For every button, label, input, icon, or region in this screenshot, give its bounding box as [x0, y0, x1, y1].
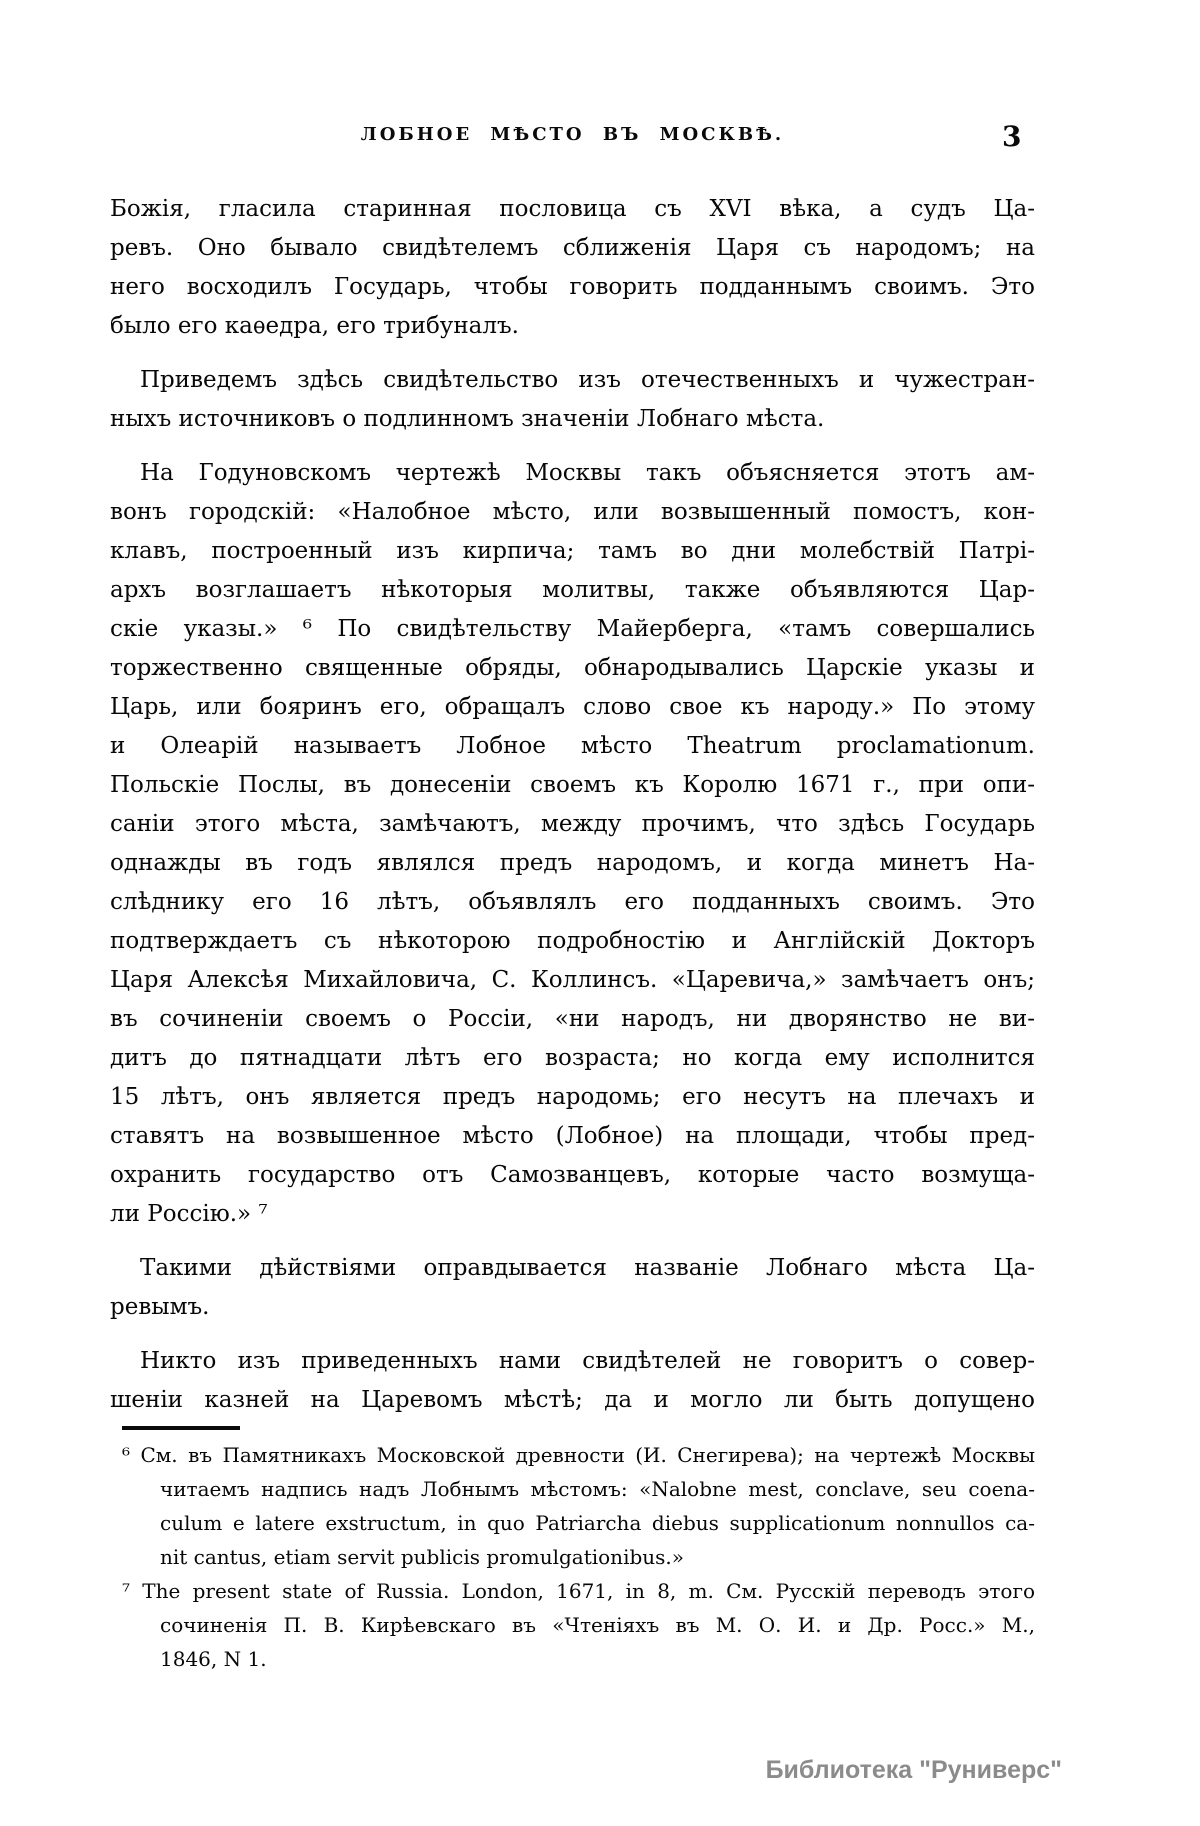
- footnote: [122, 1574, 1035, 1676]
- text-line: подтверждаетъ съ нѣкоторою подробностію и Англійскій Докторъ: [110, 928, 1035, 954]
- paragraph: [110, 1249, 1035, 1327]
- text-line: Польскіе Послы, въ донесеніи своемъ къ Королю 1671 г., при опи-: [110, 772, 1035, 798]
- watermark: Библиотека "Руниверс": [765, 1756, 1062, 1784]
- text-line: саніи этого мѣста, замѣчаютъ, между прочимъ, что здѣсь Государь: [110, 811, 1035, 837]
- text-line: ли Россію.» ⁷: [110, 1201, 268, 1227]
- text-line: скіе указы.» ⁶ По свидѣтельству Майерберга, «тамъ совершались: [110, 616, 1035, 642]
- text-line: ревъ. Оно бывало свидѣтелемъ сближенія Царя съ народомъ; на: [110, 235, 1035, 261]
- text-line: шеніи казней на Царевомъ мѣстѣ; да и могло ли быть допущено: [110, 1387, 1035, 1413]
- footnote-separator: [122, 1426, 240, 1430]
- page-number: 3: [1002, 120, 1022, 153]
- text-line: однажды въ годъ являлся предъ народомъ, и когда минетъ На-: [110, 850, 1035, 876]
- text-line: вонъ городскій: «Налобное мѣсто, или возвышенный помостъ, кон-: [110, 499, 1035, 525]
- text-line: было его каѳедра, его трибуналъ.: [110, 313, 519, 339]
- footnote-line: ⁶ См. въ Памятникахъ Московской древности (И. Снегирева); на чертежѣ Москвы: [122, 1443, 1035, 1467]
- text-line: архъ возглашаетъ нѣкоторыя молитвы, также объявляются Цар-: [110, 577, 1035, 603]
- text-line: Божія, гласила старинная пословица съ XVI вѣка, а судъ Ца-: [110, 196, 1035, 222]
- text-line: 15 лѣтъ, онъ является предъ народомь; его несутъ на плечахъ и: [110, 1084, 1035, 1110]
- footnote-line: culum e latere exstructum, in quo Patriarcha diebus supplicationum nonnullos ca-: [160, 1511, 1035, 1535]
- main-text: [110, 190, 1035, 1420]
- paragraph: [110, 190, 1035, 346]
- footnote-line: nit cantus, etiam servit publicis promulgationibus.»: [160, 1545, 685, 1569]
- text-line: него восходилъ Государь, чтобы говорить подданнымъ своимъ. Это: [110, 274, 1035, 300]
- page-title: ЛОБНОЕ МѢСТО ВЪ МОСКВѢ.: [360, 124, 785, 145]
- text-line: Приведемъ здѣсь свидѣтельство изъ отечественныхъ и чужестран-: [140, 367, 1035, 393]
- paragraph: [110, 361, 1035, 439]
- footnotes: [122, 1438, 1035, 1676]
- footnote: [122, 1438, 1035, 1574]
- footnote-line: сочиненія П. В. Кирѣевскаго въ «Чтеніяхъ въ М. О. И. и Др. Росс.» М.,: [160, 1613, 1035, 1637]
- text-line: Царь, или бояринъ его, обращалъ слово свое къ народу.» По этому: [110, 694, 1035, 720]
- footnote-line: ⁷ The present state of Russia. London, 1671, in 8, m. См. Русскій переводъ этого: [122, 1579, 1035, 1603]
- paragraph: [110, 1342, 1035, 1420]
- text-line: ныхъ источниковъ о подлинномъ значеніи Лобнаго мѣста.: [110, 406, 825, 432]
- text-line: Царя Алексѣя Михайловича, С. Коллинсъ. «Царевича,» замѣчаетъ онъ;: [110, 967, 1035, 993]
- footnote-line: читаемъ надпись надъ Лобнымъ мѣстомъ: «Nalobne mest, conclave, seu coena-: [160, 1477, 1035, 1501]
- text-line: ревымъ.: [110, 1294, 210, 1320]
- text-line: Такими дѣйствіями оправдывается названіе Лобнаго мѣста Ца-: [140, 1255, 1035, 1281]
- text-line: охранить государство отъ Самозванцевъ, которые часто возмуща-: [110, 1162, 1035, 1188]
- footnote-line: 1846, N 1.: [160, 1647, 267, 1671]
- text-line: въ сочиненіи своемъ о Россіи, «ни народъ, ни дворянство не ви-: [110, 1006, 1035, 1032]
- text-line: клавъ, построенный изъ кирпича; тамъ во дни молебствій Патрі-: [110, 538, 1035, 564]
- text-line: На Годуновскомъ чертежѣ Москвы такъ объясняется этотъ ам-: [140, 460, 1035, 486]
- text-line: слѣднику его 16 лѣтъ, объявлялъ его подданныхъ своимъ. Это: [110, 889, 1035, 915]
- text-line: и Олеарій называетъ Лобное мѣсто Theatrum proclamationum.: [110, 733, 1035, 759]
- running-head: [110, 124, 1035, 145]
- text-line: дитъ до пятнадцати лѣтъ его возраста; но когда ему исполнится: [110, 1045, 1035, 1071]
- text-line: торжественно священные обряды, обнародывались Царскіе указы и: [110, 655, 1035, 681]
- text-line: Никто изъ приведенныхъ нами свидѣтелей не говоритъ о совер-: [140, 1348, 1035, 1374]
- text-line: ставятъ на возвышенное мѣсто (Лобное) на площади, чтобы пред-: [110, 1123, 1035, 1149]
- paragraph: [110, 454, 1035, 1234]
